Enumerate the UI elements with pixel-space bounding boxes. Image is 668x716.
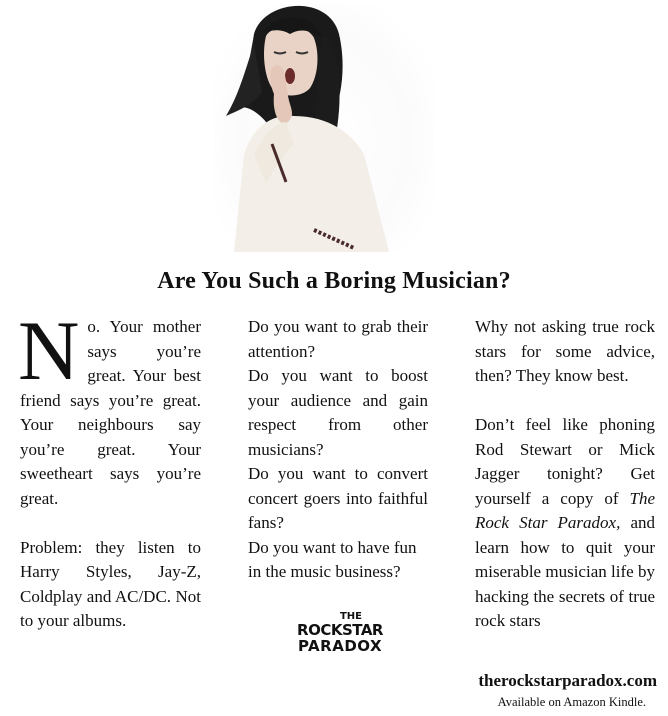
yawning-woman-illustration: [214, 4, 434, 252]
book-text-before: Don’t feel like phoning Rod Stewart or Mick Jagger tonight? Get yourself a copy of: [475, 415, 655, 508]
book-title: The Rock Star Paradox,: [475, 488, 655, 532]
intro-paragraph: [18, 304, 201, 511]
advice-paragraph: Why not asking true rock stars for some advice, then? They know best.: [475, 317, 655, 385]
website-link[interactable]: therockstarparadox.com: [478, 671, 657, 690]
headline: Are You Such a Boring Musician?: [157, 268, 511, 294]
availability-note: Available on Amazon Kindle.: [497, 695, 646, 709]
book-text-after: and learn how to quit your miserable musician life by hacking the secrets of true rock stars: [475, 513, 656, 630]
drop-cap: N: [18, 304, 80, 398]
intro-text: o. Your mother says you’re great. Your best friend says you’re great. Your neighbours say you’re great. Your sweetheart says you’re great.: [20, 317, 201, 508]
logo-line-1: THE: [339, 611, 363, 622]
rock-star-paradox-logo: [295, 612, 385, 658]
logo-line-3: PARADOX: [297, 637, 383, 655]
question-4: Do you want to have fun in the music business?: [248, 537, 417, 581]
article-column-2: [248, 315, 428, 585]
question-1: Do you want to grab their attention?: [248, 317, 428, 361]
article-column-3: [475, 315, 655, 634]
question-3: Do you want to convert concert goers into faithful fans?: [248, 464, 428, 532]
logo-line-2: ROCKSTAR: [297, 621, 383, 639]
book-paragraph: [475, 413, 655, 634]
article-column-1: [18, 304, 201, 634]
yawning-woman-photo: [214, 4, 434, 252]
question-2: Do you want to boost your audience and gain respect from other musicians?: [248, 366, 428, 459]
problem-paragraph: Problem: they listen to Harry Styles, Jay-Z, Coldplay and AC/DC. Not to your albums.: [20, 537, 201, 630]
